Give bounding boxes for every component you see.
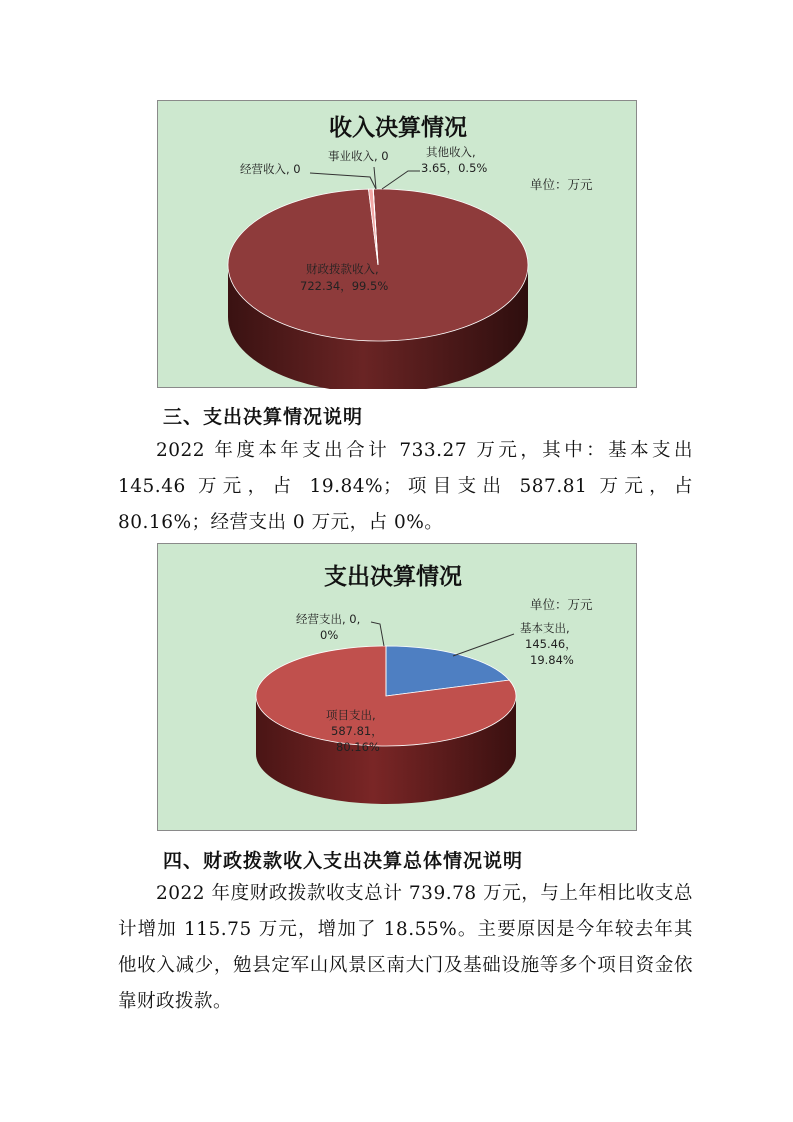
- label-xiangmu-value: 587.81，: [331, 724, 383, 738]
- label-qita-name: 其他收入,: [426, 145, 476, 159]
- label-caizheng-name: 财政拨款收入,: [306, 262, 379, 276]
- leader-line-jiben: [453, 634, 514, 656]
- section4-heading: 四、财政拨款收入支出决算总体情况说明: [163, 850, 524, 872]
- income-unit-note: 单位：万元: [530, 177, 593, 192]
- label-jiben-value: 145.46，: [525, 637, 577, 651]
- expense-chart: [157, 543, 637, 831]
- label-jingying-zhichu-value: 0%: [320, 628, 339, 642]
- leader-line-jingying-zhichu: [371, 622, 384, 646]
- label-jingying: 经营收入, 0: [240, 162, 301, 176]
- section3-paragraph: 2022 年度本年支出合计 733.27 万元，其中：基本支出 145.46 万元，占 19.84%；项目支出 587.81 万元，占 80.16%；经营支出 0 万元，占 0%。: [118, 440, 693, 533]
- income-chart: [157, 100, 637, 388]
- label-qita-value: 3.65，0.5%: [421, 161, 488, 175]
- label-xiangmu-name: 项目支出,: [326, 708, 376, 722]
- leader-line-qita: [382, 171, 420, 189]
- expense-unit-note: 单位：万元: [530, 597, 593, 612]
- label-caizheng-value: 722.34，99.5%: [300, 279, 389, 293]
- expense-chart-title: 支出决算情况: [324, 564, 462, 590]
- expense-pie: [256, 646, 516, 804]
- label-jiben-name: 基本支出,: [520, 621, 570, 635]
- leader-line-jingying: [310, 173, 376, 189]
- income-chart-title: 收入决算情况: [329, 115, 467, 141]
- label-shiye: 事业收入, 0: [328, 149, 389, 163]
- expense-pie-svg: [158, 544, 638, 832]
- section3-heading: 三、支出决算情况说明: [163, 406, 364, 428]
- label-xiangmu-percent: 80.16%: [336, 740, 380, 754]
- section4-paragraph: 2022 年度财政拨款收支总计 739.78 万元，与上年相比收支总计增加 115.75 万元，增加了 18.55%。主要原因是今年较去年其他收入减少，勉县定军山风景区南大门及基础设施等多个项目资金依靠财政拨款。: [118, 883, 693, 1012]
- income-pie-svg: [158, 101, 638, 389]
- label-jingying-zhichu-name: 经营支出, 0,: [296, 612, 361, 626]
- label-jiben-percent: 19.84%: [530, 653, 574, 667]
